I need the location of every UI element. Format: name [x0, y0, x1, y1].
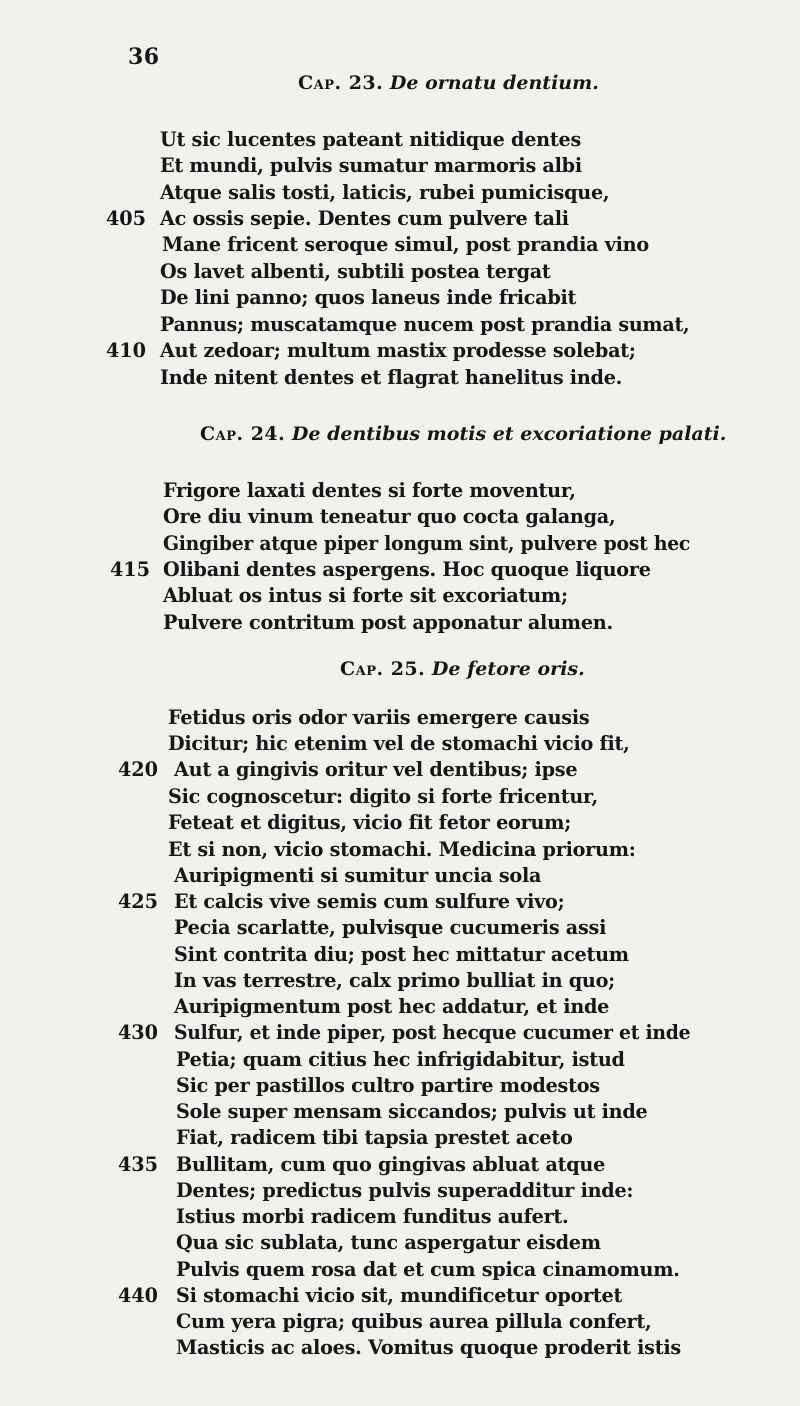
verse-line: Dicitur; hic etenim vel de stomachi vicio fit,	[168, 732, 630, 755]
verse-line: Petia; quam citius hec infrigidabitur, istud	[176, 1048, 625, 1071]
verse-line: Qua sic sublata, tunc aspergatur eisdem	[176, 1231, 601, 1254]
verse-line: Gingiber atque piper longum sint, pulvere post hec	[163, 532, 691, 555]
verse-line: Masticis ac aloes. Vomitus quoque proderit istis	[176, 1336, 681, 1359]
verse-line: Pulvere contritum post apponatur alumen.	[163, 611, 613, 634]
chapter-number: Cap. 25.	[340, 658, 426, 680]
verse-number: 405	[105, 207, 146, 230]
chapter-heading	[298, 72, 599, 94]
verse-line: Fiat, radicem tibi tapsia prestet aceto	[176, 1126, 573, 1149]
verse-line: Sole super mensam siccandos; pulvis ut inde	[176, 1100, 648, 1123]
verse-line: Auripigmentum post hec addatur, et inde	[174, 995, 610, 1018]
verse-line: Ut sic lucentes pateant nitidique dentes	[160, 128, 582, 151]
verse-line: Olibani dentes aspergens. Hoc quoque liquore	[163, 558, 651, 581]
verse-line: Sic per pastillos cultro partire modestos	[176, 1074, 600, 1097]
verse-line: Atque salis tosti, laticis, rubei pumicisque,	[160, 181, 610, 204]
verse-line: De lini panno; quos laneus inde fricabit	[160, 286, 577, 309]
verse-line: Et calcis vive semis cum sulfure vivo;	[174, 890, 565, 913]
verse-line: Fetidus oris odor variis emergere causis	[168, 706, 590, 729]
verse-number: 430	[117, 1021, 158, 1044]
verse-number: 420	[117, 758, 158, 781]
verse-line: Pecia scarlatte, pulvisque cucumeris assi	[174, 916, 607, 939]
verse-line: Ore diu vinum teneatur quo cocta galanga,	[163, 505, 616, 528]
verse-line: Mane fricent seroque simul, post prandia vino	[162, 233, 649, 256]
verse-line: Inde nitent dentes et flagrat hanelitus inde.	[160, 366, 623, 389]
verse-number: 440	[117, 1284, 158, 1307]
verse-line: Auripigmenti si sumitur uncia sola	[174, 864, 542, 887]
verse-line: Sic cognoscetur: digito si forte fricentur,	[168, 785, 598, 808]
verse-line: Feteat et digitus, vicio fit fetor eorum;	[168, 811, 572, 834]
verse-number: 435	[117, 1153, 158, 1176]
verse-line: Ac ossis sepie. Dentes cum pulvere tali	[160, 207, 569, 230]
chapter-heading	[340, 658, 585, 680]
verse-line: Pannus; muscatamque nucem post prandia sumat,	[160, 313, 690, 336]
verse-line: Frigore laxati dentes si forte moventur,	[163, 479, 576, 502]
verse-line: Et mundi, pulvis sumatur marmoris albi	[160, 154, 582, 177]
verse-number: 425	[117, 890, 158, 913]
verse-line: Sint contrita diu; post hec mittatur acetum	[174, 943, 629, 966]
verse-line: In vas terrestre, calx primo bulliat in quo;	[174, 969, 616, 992]
page-number: 36	[128, 44, 160, 70]
chapter-title: De fetore oris.	[431, 658, 585, 680]
verse-number: 410	[105, 339, 146, 362]
verse-line: Sulfur, et inde piper, post hecque cucumer et inde	[174, 1021, 691, 1044]
verse-line: Et si non, vicio stomachi. Medicina priorum:	[168, 838, 636, 861]
verse-line: Abluat os intus si forte sit excoriatum;	[163, 584, 568, 607]
verse-line: Dentes; predictus pulvis superadditur inde:	[176, 1179, 634, 1202]
verse-number: 415	[109, 558, 150, 581]
chapter-title: De ornatu dentium.	[389, 72, 599, 94]
chapter-title: De dentibus motis et excoriatione palati.	[291, 423, 727, 445]
verse-line: Aut zedoar; multum mastix prodesse solebat;	[160, 339, 636, 362]
verse-line: Istius morbi radicem funditus aufert.	[176, 1205, 569, 1228]
verse-line: Bullitam, cum quo gingivas abluat atque	[176, 1153, 606, 1176]
chapter-number: Cap. 24.	[200, 423, 286, 445]
verse-line: Si stomachi vicio sit, mundificetur oportet	[176, 1284, 623, 1307]
chapter-number: Cap. 23.	[298, 72, 384, 94]
verse-line: Aut a gingivis oritur vel dentibus; ipse	[174, 758, 578, 781]
chapter-heading	[200, 423, 726, 445]
verse-line: Cum yera pigra; quibus aurea pillula confert,	[176, 1310, 652, 1333]
verse-line: Pulvis quem rosa dat et cum spica cinamomum.	[176, 1258, 680, 1281]
verse-line: Os lavet albenti, subtili postea tergat	[160, 260, 551, 283]
